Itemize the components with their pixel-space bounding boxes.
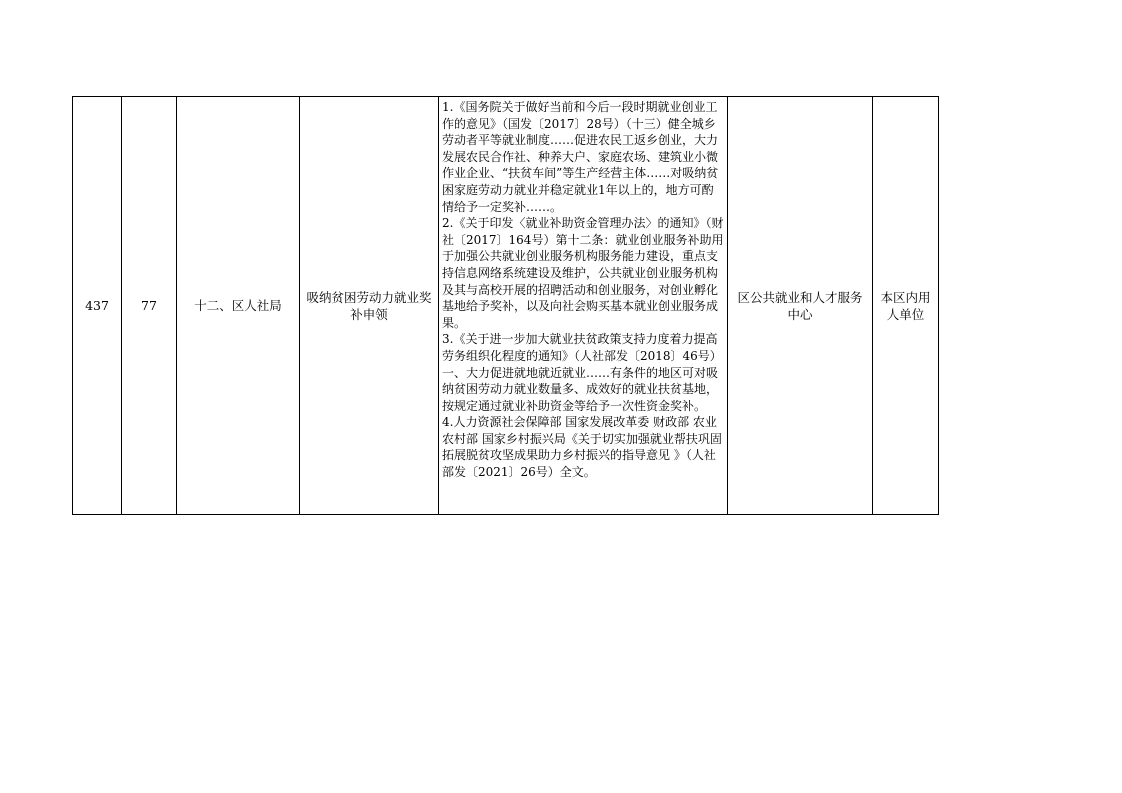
item-name-cell: 吸纳贫困劳动力就业奖补申领 — [300, 97, 439, 515]
basis-paragraph-4: 4.人力资源社会保障部 国家发展改革委 财政部 农业农村部 国家乡村振兴局《关于切实加强就业帮扶巩固拓展脱贫攻坚成果助力乡村振兴的指导意见 》（人社部发〔2021〕26号）全文。 — [442, 415, 722, 480]
basis-paragraph-3: 3.《关于进一步加大就业扶贫政策支持力度着力提高劳务组织化程度的通知》（人社部发〔2018〕46号）一、大力促进就地就近就业……有条件的地区可对吸纳贫困劳动力就业数量多、成效好的就业扶贫基地，按规定通过就业补助资金等给予一次性资金奖补。 — [442, 332, 722, 413]
department-cell: 十二、区人社局 — [177, 97, 300, 515]
policy-table — [72, 96, 939, 515]
sub-seq-cell: 77 — [122, 97, 177, 515]
basis-cell — [439, 97, 728, 515]
table-row — [73, 97, 939, 515]
basis-paragraph-1: 1.《国务院关于做好当前和今后一段时期就业创业工作的意见》（国发〔2017〕28号）（十三）健全城乡劳动者平等就业制度……促进农民工返乡创业，大力发展农民合作社、种养大户、家庭农场、建筑业小微作业企业、“扶贫车间”等生产经营主体……对吸纳贫困家庭劳动力就业并稳定就业1年以上的，地方可酌情给予一定奖补……。 — [442, 100, 719, 214]
basis-paragraph-2: 2.《关于印发〈就业补助资金管理办法〉的通知》（财社〔2017〕164号）第十二条：就业创业服务补助用于加强公共就业创业服务机构服务能力建设，重点支持信息网络系统建设及维护，公共就业创业服务机构及其与高校开展的招聘活动和创业服务，对创业孵化基地给予奖补，以及向社会购买基本就业创业服务成果。 — [442, 216, 724, 330]
unit-cell: 区公共就业和人才服务中心 — [728, 97, 873, 515]
seq-cell: 437 — [73, 97, 122, 515]
scope-cell: 本区内用人单位 — [873, 97, 939, 515]
